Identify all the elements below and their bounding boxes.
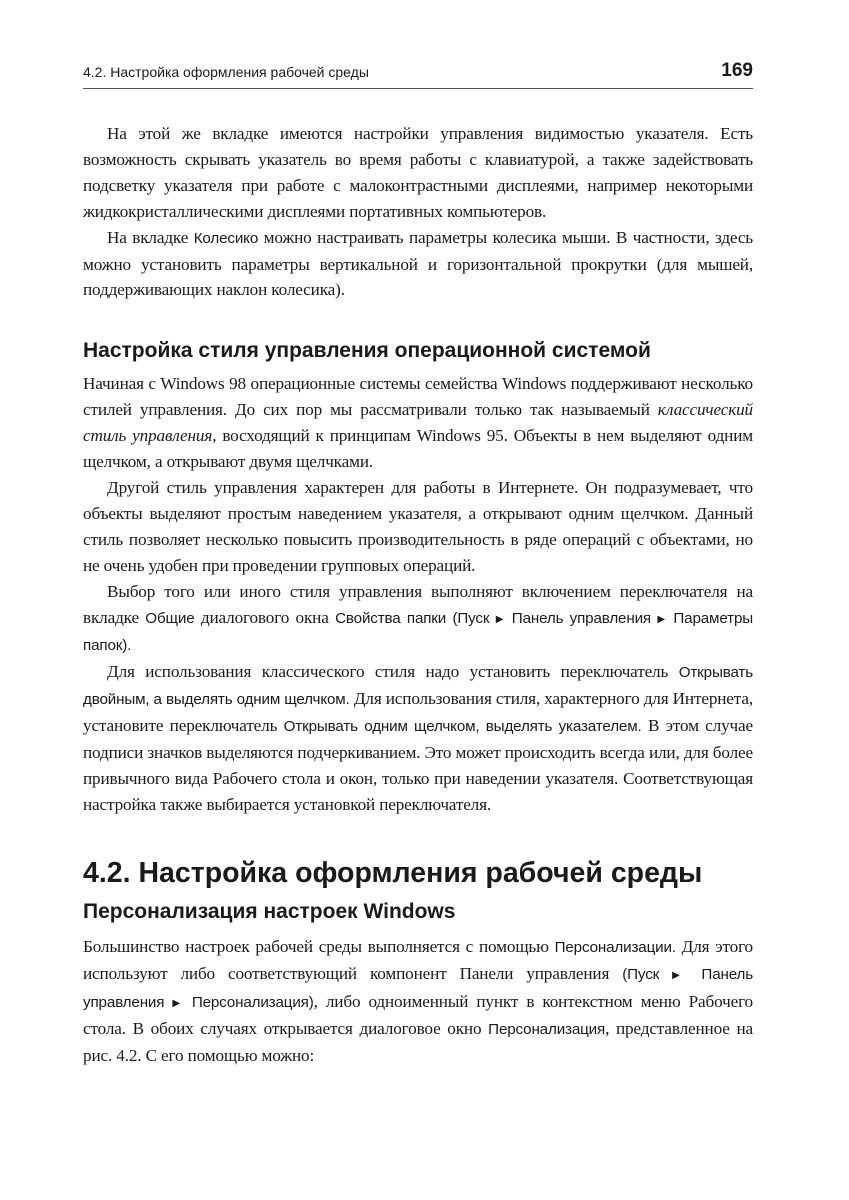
paragraph: Другой стиль управления характерен для работы в Интернете. Он подразумевает, что объекты выделяют простым наведением указателя, а открывают одним щелчком. Данный стиль позволяет несколько повысить производительность в ряде операций с объектами, но не очень удобен при проведении групповых операций. xyxy=(83,477,753,575)
emphasis: классический стиль управления xyxy=(83,400,753,446)
section-heading: Настройка стиля управления операционной системой xyxy=(83,339,651,363)
ui-term: Свойства папки (Пуск xyxy=(335,609,490,627)
ui-term: Панель управления xyxy=(83,965,754,1011)
text: Для использования стиля, характерного для Интернета, установите переключатель xyxy=(83,689,753,736)
text: Для использования классического стиля надо установить переключатель xyxy=(107,662,679,682)
text: В этом случае подписи значков выделяются подчеркиванием. Это может происходить всегда или, для более привычного вида Рабочего стола и окон, только при наведении указателя. Соответствующая настройка также выбирается установкой переключателя. xyxy=(83,716,753,814)
menu-arrow-icon: ▶ xyxy=(495,613,506,625)
text: На вкладке xyxy=(107,227,194,247)
ui-term: Персонализации. xyxy=(554,938,676,956)
ui-term: Общие xyxy=(145,609,195,627)
text: , восходящий к принципам Windows 95. Объекты в нем выделяют одним щелчком, а открывают двумя щелчками. xyxy=(83,426,753,472)
ui-term: Параметры папок). xyxy=(83,609,754,655)
running-header-title: 4.2. Настройка оформления рабочей среды xyxy=(83,64,369,80)
ui-term: Панель управления xyxy=(505,609,658,627)
paragraph xyxy=(83,934,753,1070)
ui-term: (Пуск xyxy=(622,965,673,983)
text: , представленное на рис. 4.2. С его помощью можно: xyxy=(83,1019,753,1066)
chapter-section-heading: 4.2. Настройка оформления рабочей среды xyxy=(83,856,703,889)
ui-term: Открывать одним щелчком, выделять указателем. xyxy=(283,718,642,736)
ui-term: Открывать двойным, а выделять одним щелчком. xyxy=(83,664,753,709)
text: можно настраивать параметры колесика мыши. В частности, здесь можно установить параметры вертикальной и горизонтальной прокрутки (для мышей, поддерживающих наклон колесика). xyxy=(83,227,753,300)
text: Выбор того или иного стиля управления выполняют включением переключателя на вкладке xyxy=(83,581,753,627)
menu-arrow-icon: ▶ xyxy=(657,613,668,625)
ui-term: Персонализация xyxy=(488,1021,606,1039)
text: , либо одноименный пункт в контекстном меню Рабочего стола. В обоих случаях открывается диалоговое окно xyxy=(83,991,753,1039)
page-number: 169 xyxy=(721,60,753,81)
subsection-heading: Персонализация настроек Windows xyxy=(83,899,456,923)
menu-arrow-icon: ▶ xyxy=(672,969,689,981)
paragraph xyxy=(83,371,753,475)
paragraph: На этой же вкладке имеются настройки управления видимостью указателя. Есть возможность скрывать указатель во время работы с клавиатурой, а также задействовать подсветку указателя при работе с малоконтрастными дисплеями, например некоторыми жидкокристаллическими дисплеями портативных компьютеров. xyxy=(83,124,753,221)
text: Начиная с Windows 98 операционные системы семейства Windows поддерживают несколько стилей управления. До сих пор мы рассматривали только так называемый xyxy=(83,374,753,420)
ui-term: Персонализация) xyxy=(183,993,314,1011)
page-body xyxy=(83,121,753,1069)
text: Для этого используют либо соответствующий компонент Панели управления xyxy=(83,936,753,983)
running-header xyxy=(83,60,753,89)
paragraph xyxy=(83,579,753,660)
paragraph xyxy=(83,659,753,817)
paragraph xyxy=(83,225,753,304)
ui-term: Колесико xyxy=(193,229,259,247)
text: диалогового окна xyxy=(194,607,336,627)
text: Большинство настроек рабочей среды выполняется с помощью xyxy=(83,936,555,956)
menu-arrow-icon: ▶ xyxy=(172,997,184,1009)
